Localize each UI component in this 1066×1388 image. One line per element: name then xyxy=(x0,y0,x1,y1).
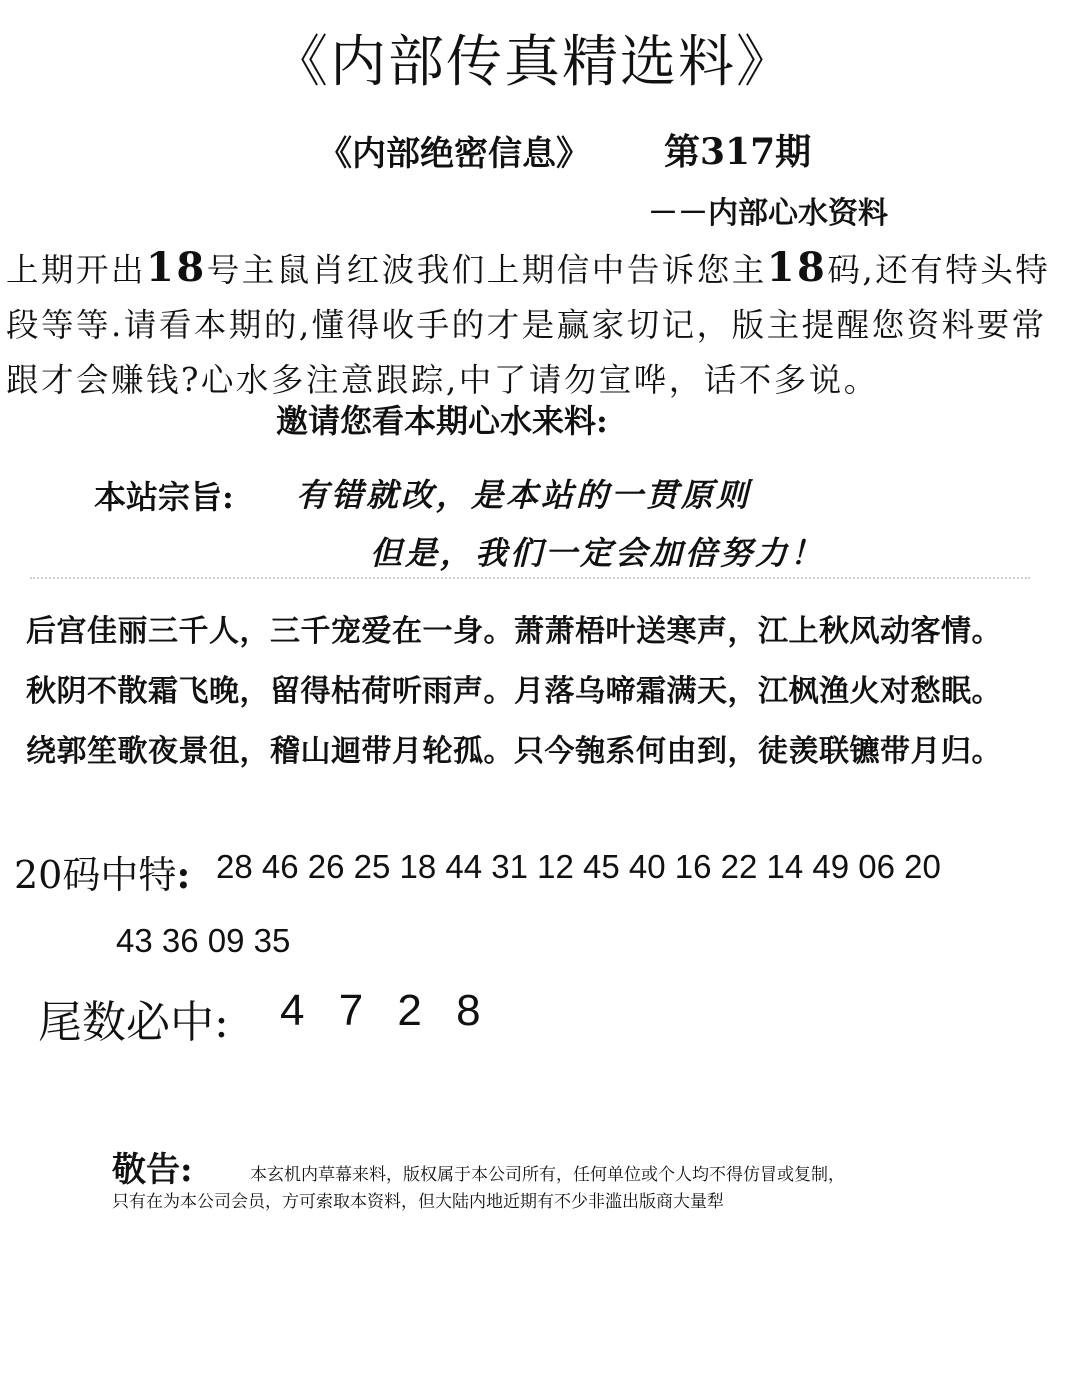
motto-line-2: 但是，我们一定会加倍努力！ xyxy=(370,534,826,572)
codes-line-1: 28 46 26 25 18 44 31 12 45 40 16 22 14 49 06 20 xyxy=(216,848,941,885)
main-title: 《内部传真精选料》 xyxy=(272,30,794,95)
intro-text-b: 号主鼠肖红波我们上期信中告诉您主 xyxy=(206,251,767,289)
invite-text: 邀请您看本期心水来料: xyxy=(276,402,608,440)
codes-label xyxy=(14,844,190,899)
subtitle: 《内部绝密信息》 xyxy=(318,134,590,174)
intro-text-a: 上期开出 xyxy=(6,251,147,289)
notice-label: 敬告: xyxy=(112,1150,193,1190)
intro-number-b: 18 xyxy=(766,244,828,291)
codes-label-text: 20码中特 xyxy=(14,853,177,897)
intro-number-a: 18 xyxy=(146,244,207,291)
tail-label: 尾数必中: xyxy=(38,997,229,1048)
notice-line-2: 只有在为本公司会员，方可索取本资料，但大陆内地近期有不少非滥出版商大量犁 xyxy=(112,1192,724,1212)
divider xyxy=(30,577,1030,579)
motto-label: 本站宗旨: xyxy=(94,478,234,516)
motto-line-1: 有错就改，是本站的一贯原则 xyxy=(296,476,752,514)
poem-line-1: 后宫佳丽三千人，三千宠爱在一身。萧萧梧叶送寒声，江上秋风动客情。 xyxy=(26,614,1002,649)
intro-paragraph xyxy=(6,240,1064,408)
notice-line-1: 本玄机内草幕来料，版权属于本公司所有，任何单位或个人均不得仿冒或复制， xyxy=(250,1165,845,1185)
codes-line-2: 43 36 09 35 xyxy=(116,922,291,959)
codes-colon: : xyxy=(176,852,191,897)
intro-text-c: 码,还有特头特段等等.请看本期的,懂得收手的才是赢家切记，版主提醒您资料要常跟才会赚钱?心水多注意跟踪,中了请勿宣哗，话不多说。 xyxy=(6,251,1051,399)
issue-number: 第317期 xyxy=(664,131,812,173)
poem-line-3: 绕郭笙歌夜景徂，稽山迴带月轮孤。只今匏系何由到，徒羡联镳带月归。 xyxy=(26,734,1002,769)
poem-line-2: 秋阴不散霜飞晚，留得枯荷听雨声。月落乌啼霜满天，江枫渔火对愁眠。 xyxy=(26,674,1002,709)
source-label: －－内部心水资料 xyxy=(648,196,888,231)
tail-values: 4 7 2 8 xyxy=(280,986,481,1035)
